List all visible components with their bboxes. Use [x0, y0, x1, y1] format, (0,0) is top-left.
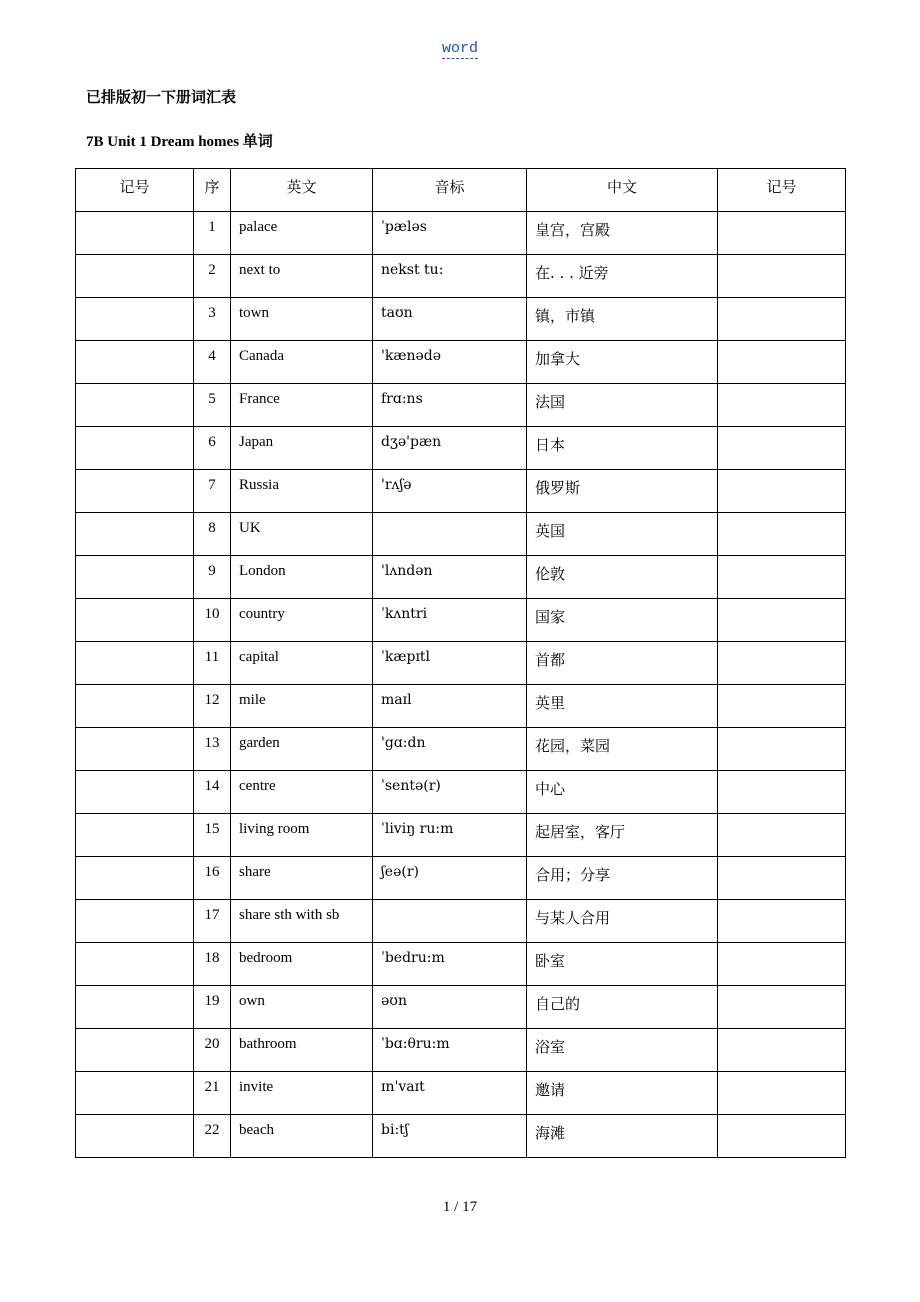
- phonetic: nekst tu:: [373, 255, 527, 298]
- phonetic: ˈpæləs: [373, 212, 527, 255]
- mark-cell-right: [718, 1115, 846, 1158]
- page-number: 1 / 17: [442, 1199, 478, 1215]
- chinese-meaning: 卧室: [527, 943, 718, 986]
- row-number: 18: [194, 943, 231, 986]
- phonetic: ɪn'vaɪt: [373, 1072, 527, 1115]
- chinese-meaning: 与某人合用: [527, 900, 718, 943]
- row-number: 9: [194, 556, 231, 599]
- english-word: country: [231, 599, 373, 642]
- english-word: bedroom: [231, 943, 373, 986]
- english-word: Canada: [231, 341, 373, 384]
- chinese-meaning: 法国: [527, 384, 718, 427]
- vocabulary-table: [75, 168, 846, 1158]
- english-word: share sth with sb: [231, 900, 373, 943]
- phonetic: dʒə'pæn: [373, 427, 527, 470]
- phonetic: 'lʌndən: [373, 556, 527, 599]
- english-word: UK: [231, 513, 373, 556]
- mark-cell-left: [76, 298, 194, 341]
- phonetic: maɪl: [373, 685, 527, 728]
- header-chinese: 中文: [527, 169, 718, 212]
- table-row: [76, 212, 846, 255]
- header-word-link-text[interactable]: word: [441, 40, 478, 57]
- table-header-row: [76, 169, 846, 212]
- row-number: 13: [194, 728, 231, 771]
- row-number: 6: [194, 427, 231, 470]
- phonetic: bi:tʃ: [373, 1115, 527, 1158]
- phonetic: ˈsentə(r): [373, 771, 527, 814]
- english-word: London: [231, 556, 373, 599]
- english-word: town: [231, 298, 373, 341]
- english-word: next to: [231, 255, 373, 298]
- table-row: [76, 685, 846, 728]
- table-row: [76, 943, 846, 986]
- mark-cell-right: [718, 599, 846, 642]
- row-number: 15: [194, 814, 231, 857]
- mark-cell-right: [718, 470, 846, 513]
- chinese-meaning: 自己的: [527, 986, 718, 1029]
- mark-cell-right: [718, 212, 846, 255]
- mark-cell-right: [718, 857, 846, 900]
- header-phonetic: 音标: [373, 169, 527, 212]
- table-row: [76, 341, 846, 384]
- table-row: [76, 771, 846, 814]
- mark-cell-right: [718, 986, 846, 1029]
- mark-cell-right: [718, 1029, 846, 1072]
- mark-cell-left: [76, 427, 194, 470]
- chinese-meaning: 英国: [527, 513, 718, 556]
- row-number: 14: [194, 771, 231, 814]
- header-mark-right: 记号: [718, 169, 846, 212]
- unit-title: 7B Unit 1 Dream homes 单词: [86, 134, 273, 150]
- chinese-meaning: 镇，市镇: [527, 298, 718, 341]
- mark-cell-left: [76, 814, 194, 857]
- header-english: 英文: [231, 169, 373, 212]
- row-number: 10: [194, 599, 231, 642]
- mark-cell-right: [718, 1072, 846, 1115]
- english-word: garden: [231, 728, 373, 771]
- chinese-meaning: 加拿大: [527, 341, 718, 384]
- chinese-meaning: 首都: [527, 642, 718, 685]
- mark-cell-right: [718, 642, 846, 685]
- english-word: mile: [231, 685, 373, 728]
- mark-cell-left: [76, 857, 194, 900]
- phonetic: ˈbedru:m: [373, 943, 527, 986]
- row-number: 2: [194, 255, 231, 298]
- mark-cell-left: [76, 1115, 194, 1158]
- phonetic: ʃeə(r): [373, 857, 527, 900]
- mark-cell-left: [76, 1072, 194, 1115]
- chinese-meaning: 起居室，客厅: [527, 814, 718, 857]
- mark-cell-right: [718, 341, 846, 384]
- table-row: [76, 900, 846, 943]
- row-number: 19: [194, 986, 231, 1029]
- mark-cell-right: [718, 384, 846, 427]
- english-word: France: [231, 384, 373, 427]
- english-word: centre: [231, 771, 373, 814]
- phonetic: [373, 900, 527, 943]
- chinese-meaning: 邀请: [527, 1072, 718, 1115]
- mark-cell-left: [76, 513, 194, 556]
- row-number: 3: [194, 298, 231, 341]
- mark-cell-right: [718, 900, 846, 943]
- english-word: living room: [231, 814, 373, 857]
- table-row: [76, 599, 846, 642]
- chinese-meaning: 国家: [527, 599, 718, 642]
- phonetic: 'kænədə: [373, 341, 527, 384]
- mark-cell-left: [76, 771, 194, 814]
- chinese-meaning: 中心: [527, 771, 718, 814]
- table-row: [76, 857, 846, 900]
- table-row: [76, 298, 846, 341]
- row-number: 11: [194, 642, 231, 685]
- english-word: share: [231, 857, 373, 900]
- mark-cell-left: [76, 384, 194, 427]
- table-row: [76, 1029, 846, 1072]
- phonetic: [373, 513, 527, 556]
- mark-cell-right: [718, 513, 846, 556]
- mark-cell-left: [76, 943, 194, 986]
- table-row: [76, 384, 846, 427]
- chinese-meaning: 海滩: [527, 1115, 718, 1158]
- english-word: own: [231, 986, 373, 1029]
- chinese-meaning: 日本: [527, 427, 718, 470]
- phonetic: əʊn: [373, 986, 527, 1029]
- mark-cell-left: [76, 599, 194, 642]
- mark-cell-right: [718, 298, 846, 341]
- header-mark-left: 记号: [76, 169, 194, 212]
- header-number: 序: [194, 169, 231, 212]
- row-number: 1: [194, 212, 231, 255]
- mark-cell-left: [76, 728, 194, 771]
- mark-cell-left: [76, 900, 194, 943]
- table-row: [76, 814, 846, 857]
- table-row: [76, 513, 846, 556]
- table-row: [76, 427, 846, 470]
- english-word: palace: [231, 212, 373, 255]
- phonetic: taʊn: [373, 298, 527, 341]
- row-number: 17: [194, 900, 231, 943]
- chinese-meaning: 俄罗斯: [527, 470, 718, 513]
- mark-cell-right: [718, 771, 846, 814]
- mark-cell-left: [76, 642, 194, 685]
- row-number: 16: [194, 857, 231, 900]
- mark-cell-left: [76, 685, 194, 728]
- mark-cell-right: [718, 943, 846, 986]
- row-number: 4: [194, 341, 231, 384]
- chinese-meaning: 花园，菜园: [527, 728, 718, 771]
- phonetic: ˈbɑ:θru:m: [373, 1029, 527, 1072]
- mark-cell-left: [76, 1029, 194, 1072]
- table-row: [76, 728, 846, 771]
- phonetic: ˈliviŋ ru:m: [373, 814, 527, 857]
- header-word-link[interactable]: [0, 40, 920, 57]
- mark-cell-left: [76, 212, 194, 255]
- chinese-meaning: 在. . . 近旁: [527, 255, 718, 298]
- mark-cell-left: [76, 341, 194, 384]
- mark-cell-right: [718, 556, 846, 599]
- english-word: Japan: [231, 427, 373, 470]
- english-word: beach: [231, 1115, 373, 1158]
- table-row: [76, 1115, 846, 1158]
- row-number: 21: [194, 1072, 231, 1115]
- chinese-meaning: 合用；分享: [527, 857, 718, 900]
- phonetic: ˈkæpɪtl: [373, 642, 527, 685]
- mark-cell-left: [76, 255, 194, 298]
- row-number: 22: [194, 1115, 231, 1158]
- phonetic: ˈkʌntri: [373, 599, 527, 642]
- mark-cell-left: [76, 986, 194, 1029]
- mark-cell-left: [76, 556, 194, 599]
- english-word: invite: [231, 1072, 373, 1115]
- row-number: 12: [194, 685, 231, 728]
- chinese-meaning: 浴室: [527, 1029, 718, 1072]
- phonetic: 'rʌʃə: [373, 470, 527, 513]
- row-number: 8: [194, 513, 231, 556]
- mark-cell-right: [718, 814, 846, 857]
- chinese-meaning: 英里: [527, 685, 718, 728]
- mark-cell-right: [718, 255, 846, 298]
- chinese-meaning: 伦敦: [527, 556, 718, 599]
- english-word: capital: [231, 642, 373, 685]
- table-row: [76, 642, 846, 685]
- table-row: [76, 470, 846, 513]
- row-number: 5: [194, 384, 231, 427]
- table-row: [76, 556, 846, 599]
- english-word: bathroom: [231, 1029, 373, 1072]
- phonetic: 'gɑ:dn: [373, 728, 527, 771]
- chinese-meaning: 皇宫，宫殿: [527, 212, 718, 255]
- row-number: 20: [194, 1029, 231, 1072]
- document-title: 已排版初一下册词汇表: [86, 88, 237, 106]
- phonetic: frɑ:ns: [373, 384, 527, 427]
- table-row: [76, 255, 846, 298]
- english-word: Russia: [231, 470, 373, 513]
- table-row: [76, 986, 846, 1029]
- table-body: [76, 212, 846, 1158]
- row-number: 7: [194, 470, 231, 513]
- mark-cell-right: [718, 427, 846, 470]
- mark-cell-right: [718, 685, 846, 728]
- mark-cell-right: [718, 728, 846, 771]
- mark-cell-left: [76, 470, 194, 513]
- table-row: [76, 1072, 846, 1115]
